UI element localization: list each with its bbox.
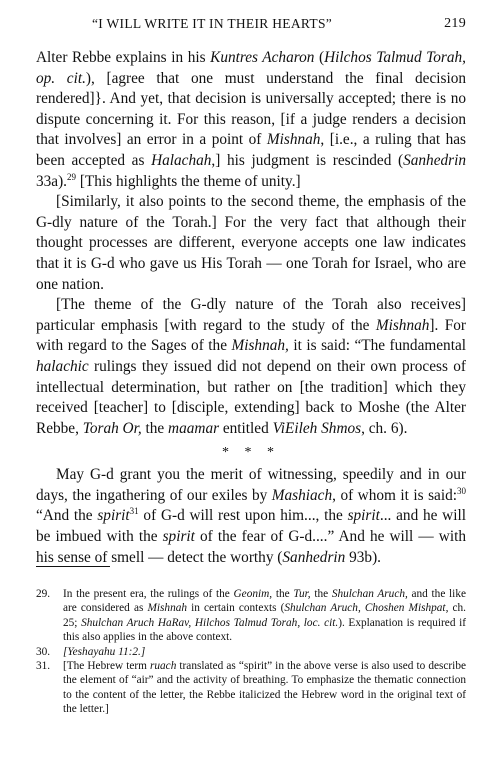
text-run: [The theme of the G-dly nature of the Torah also receives] particular emphasis [with regard to the study of the [36, 296, 466, 334]
book-page [36, 14, 467, 716]
text-run: ... and he will be imbued with the [36, 507, 466, 546]
italic-text: Mishnah [375, 316, 430, 334]
italic-text: Mishnah, [231, 337, 289, 355]
footnote-ref: 31 [129, 506, 139, 517]
text-run: Alter Rebbe explains in his [36, 49, 211, 66]
footnote-31 [36, 659, 466, 717]
running-title: “I WILL WRITE IT IN THEIR HEARTS” [92, 16, 333, 31]
text-run: rulings they issued did not depend on their own process of intellectual determination, but rather on [the tradition] which they received [teacher] to [disciple, extending] back to Moshe (the Alter Rebbe, [36, 357, 466, 437]
text-run: of the fear of G-d....” And he will — with his sense of smell — detect the worthy ( [36, 528, 466, 566]
italic-text: Mashiach [271, 486, 333, 504]
text-run: ,] his judgment is rescinded ( [211, 151, 404, 169]
text-run: In the present era, the rulings of the [63, 588, 234, 600]
text-run: ch. 25; [63, 602, 466, 629]
main-text [36, 48, 466, 568]
text-run: [This highlights the theme of unity.] [76, 172, 301, 190]
text-run: ( [314, 49, 325, 66]
text-run: and the like are considered as [63, 588, 466, 615]
text-run: , [i.e., a ruling that has been accepted as [36, 131, 466, 169]
paragraph-1 [36, 48, 466, 192]
italic-text: ViEileh Shmos [272, 419, 362, 437]
italic-text: spirit [162, 528, 195, 546]
footnote-text [63, 588, 466, 643]
paragraph-4 [36, 465, 466, 568]
footnote-rule [36, 566, 110, 567]
footnote-number: 31. [36, 660, 51, 673]
italic-text: ruach [149, 660, 177, 673]
text-run: [Similarly, it also points to the second theme, the emphasis of the G-dly nature of the Torah.] For the very fact that although their thought processes are different, everyone accepts one law indicates that it is G-d who gave us His Torah — one Torah for Israel, who are one nation. [36, 193, 466, 293]
text-run: ). Explanation is required if this also applies in the above context. [63, 616, 467, 644]
italic-text: Mishnah [147, 602, 188, 615]
italic-text: spirit [97, 507, 130, 525]
text-run: 33a). [36, 172, 68, 190]
italic-text: Kuntres Acharon [210, 49, 315, 66]
page-header [36, 14, 466, 38]
italic-text: Sanhedrin [403, 151, 466, 169]
italic-text: Shulchan Aruch HaRav, Hilchos Talmud Torah, loc. cit. [81, 616, 339, 629]
footnote-text [63, 646, 145, 658]
text-run: 93b). [345, 548, 381, 566]
text-run: ), [agree that one must understand the final decision rendered]}. And yet, that decision is universally accepted; there is no dispute concerning it. For this reason, [if a judge renders a decision that involves] an error in a point of [36, 69, 466, 149]
text-run: of G-d will rest upon him..., the [138, 507, 348, 525]
footnotes [36, 587, 466, 717]
text-run: the [141, 419, 169, 437]
italic-text: Halachah [151, 151, 212, 169]
italic-text: Mishnah [266, 131, 321, 149]
text-run: , of whom it is said: [332, 486, 457, 504]
text-run: translated as “spirit” in the above verse is also used to describe the element of “air” and the activity of breathing. To emphasize the thematic connection to the content of the letter, the Rebbe italicized the Hebrew word in the original text of the letter.] [63, 660, 466, 716]
footnote-ref: 30 [457, 485, 466, 496]
italic-text: Sanhedrin [282, 548, 346, 566]
footnote-30 [36, 645, 466, 659]
italic-text: Tur, [293, 588, 311, 600]
text-run: ]. For with regard to the Sages of the [36, 316, 466, 355]
italic-text: Torah Or, [82, 419, 142, 437]
paragraph-3 [36, 295, 466, 439]
italic-text: halachic [36, 357, 89, 375]
footnote-number: 29. [36, 588, 51, 600]
text-run: entitled [219, 419, 273, 437]
paragraph-2 [36, 192, 466, 295]
text-run: the [310, 588, 332, 600]
footnote-text [63, 660, 466, 715]
italic-text: spirit [347, 507, 380, 525]
text-run: May G-d grant you the merit of witnessing, speedily and in our days, the ingathering of our exiles by [36, 466, 466, 504]
footnote-number: 30. [36, 645, 51, 658]
section-separator: * * * [222, 445, 280, 461]
footnote-29 [36, 587, 466, 645]
text-run: in certain contexts ( [187, 602, 285, 615]
italic-text: Shulchan Aruch, Choshen Mishpat, [284, 602, 449, 615]
text-run: [The Hebrew term [63, 660, 150, 673]
italic-text: Geonim, [233, 588, 273, 600]
text-run: “And the [36, 507, 98, 525]
italic-text: maamar [168, 419, 220, 437]
text-run: , ch. 6). [361, 419, 408, 437]
text-run: the [272, 588, 294, 600]
text-run: it is said: “The fundamental [288, 337, 466, 355]
italic-text: Shulchan Aruch, [331, 588, 408, 600]
italic-text: Hilchos Talmud Torah, op. cit. [36, 49, 467, 87]
italic-text: [Yeshayahu 11:2.] [63, 645, 146, 658]
footnote-ref: 29 [67, 171, 77, 182]
page-number: 219 [444, 16, 466, 31]
